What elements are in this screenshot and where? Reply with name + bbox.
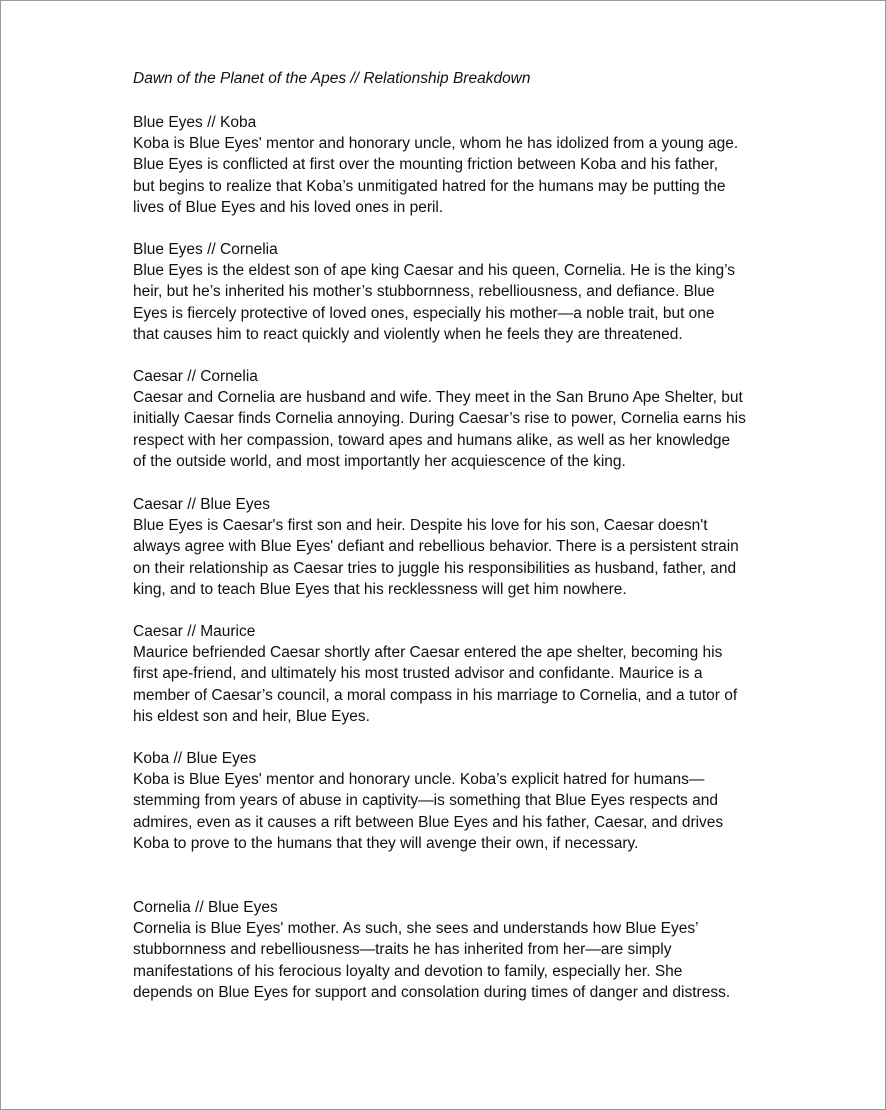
relationship-section-blue-eyes-cornelia (133, 239, 793, 345)
relationship-section-caesar-blue-eyes (133, 494, 793, 600)
section-text-line: Blue Eyes is Caesar's first son and heir. Despite his love for his son, Caesar doesn't (133, 517, 708, 535)
section-text-line: Blue Eyes is the eldest son of ape king Caesar and his queen, Cornelia. He is the king’s (133, 262, 735, 280)
section-heading: Caesar // Blue Eyes (133, 496, 270, 513)
section-text-line: Koba is Blue Eyes' mentor and honorary uncle, whom he has idolized from a young age. (133, 135, 739, 153)
section-text-line: Koba to prove to the humans that they will avenge their own, if necessary. (133, 834, 639, 852)
section-text-line: that causes him to react quickly and violently when he feels they are threatened. (133, 325, 683, 343)
section-text-line: Eyes is fiercely protective of loved ones, especially his mother—a noble trait, but one (133, 304, 715, 322)
section-heading: Blue Eyes // Cornelia (133, 241, 278, 258)
section-text-line: first ape-friend, and ultimately his most trusted advisor and confidante. Maurice is a (133, 665, 703, 683)
section-text-line: his eldest son and heir, Blue Eyes. (133, 707, 370, 725)
section-text-line: king, and to teach Blue Eyes that his recklessness will get him nowhere. (133, 580, 627, 598)
section-text-line: respect with her compassion, toward apes and humans alike, as well as her knowledge (133, 431, 731, 449)
section-text-line: heir, but he’s inherited his mother’s stubbornness, rebelliousness, and defiance. Blue (133, 283, 715, 301)
section-text-line: manifestations of his ferocious loyalty and devotion to family, especially her. She (133, 962, 683, 980)
relationship-section-blue-eyes-koba (133, 112, 793, 218)
section-text-line: Koba is Blue Eyes' mentor and honorary uncle. Koba’s explicit hatred for humans— (133, 771, 705, 789)
section-text-line: Maurice befriended Caesar shortly after Caesar entered the ape shelter, becoming his (133, 644, 723, 662)
document-title: Dawn of the Planet of the Apes // Relationship Breakdown (133, 70, 531, 87)
section-text-line: Caesar and Cornelia are husband and wife. They meet in the San Bruno Ape Shelter, but (133, 389, 743, 407)
relationship-section-koba-blue-eyes (133, 748, 793, 854)
section-text-line: initially Caesar finds Cornelia annoying. During Caesar’s rise to power, Cornelia earns his (133, 410, 746, 428)
section-text-line: Cornelia is Blue Eyes' mother. As such, she sees and understands how Blue Eyes’ (133, 920, 699, 938)
section-text-line: always agree with Blue Eyes' defiant and rebellious behavior. There is a persistent strain (133, 538, 739, 556)
section-heading: Caesar // Maurice (133, 623, 256, 640)
section-heading: Koba // Blue Eyes (133, 750, 257, 767)
section-text-line: but begins to realize that Koba’s unmitigated hatred for the humans may be putting the (133, 177, 726, 195)
section-text-line: stubbornness and rebelliousness—traits he has inherited from her—are simply (133, 941, 672, 959)
section-text-line: stemming from years of abuse in captivity—is something that Blue Eyes respects and (133, 792, 718, 810)
section-text-line: member of Caesar’s council, a moral compass in his marriage to Cornelia, and a tutor of (133, 686, 738, 704)
section-text-line: admires, even as it causes a rift between Blue Eyes and his father, Caesar, and drives (133, 813, 724, 831)
section-heading: Cornelia // Blue Eyes (133, 899, 278, 916)
section-text-line: of the outside world, and most importantly her acquiescence of the king. (133, 452, 626, 470)
relationship-section-caesar-maurice (133, 621, 793, 727)
section-heading: Caesar // Cornelia (133, 368, 258, 385)
section-text-line: lives of Blue Eyes and his loved ones in peril. (133, 198, 444, 216)
relationship-section-cornelia-blue-eyes (133, 897, 793, 1003)
section-text-line: Blue Eyes is conflicted at first over the mounting friction between Koba and his father, (133, 156, 719, 174)
relationship-section-caesar-cornelia (133, 366, 793, 472)
section-heading: Blue Eyes // Koba (133, 114, 257, 131)
section-text-line: depends on Blue Eyes for support and consolation during times of danger and distress. (133, 983, 731, 1001)
section-text-line: on their relationship as Caesar tries to juggle his responsibilities as husband, father, and (133, 559, 737, 577)
